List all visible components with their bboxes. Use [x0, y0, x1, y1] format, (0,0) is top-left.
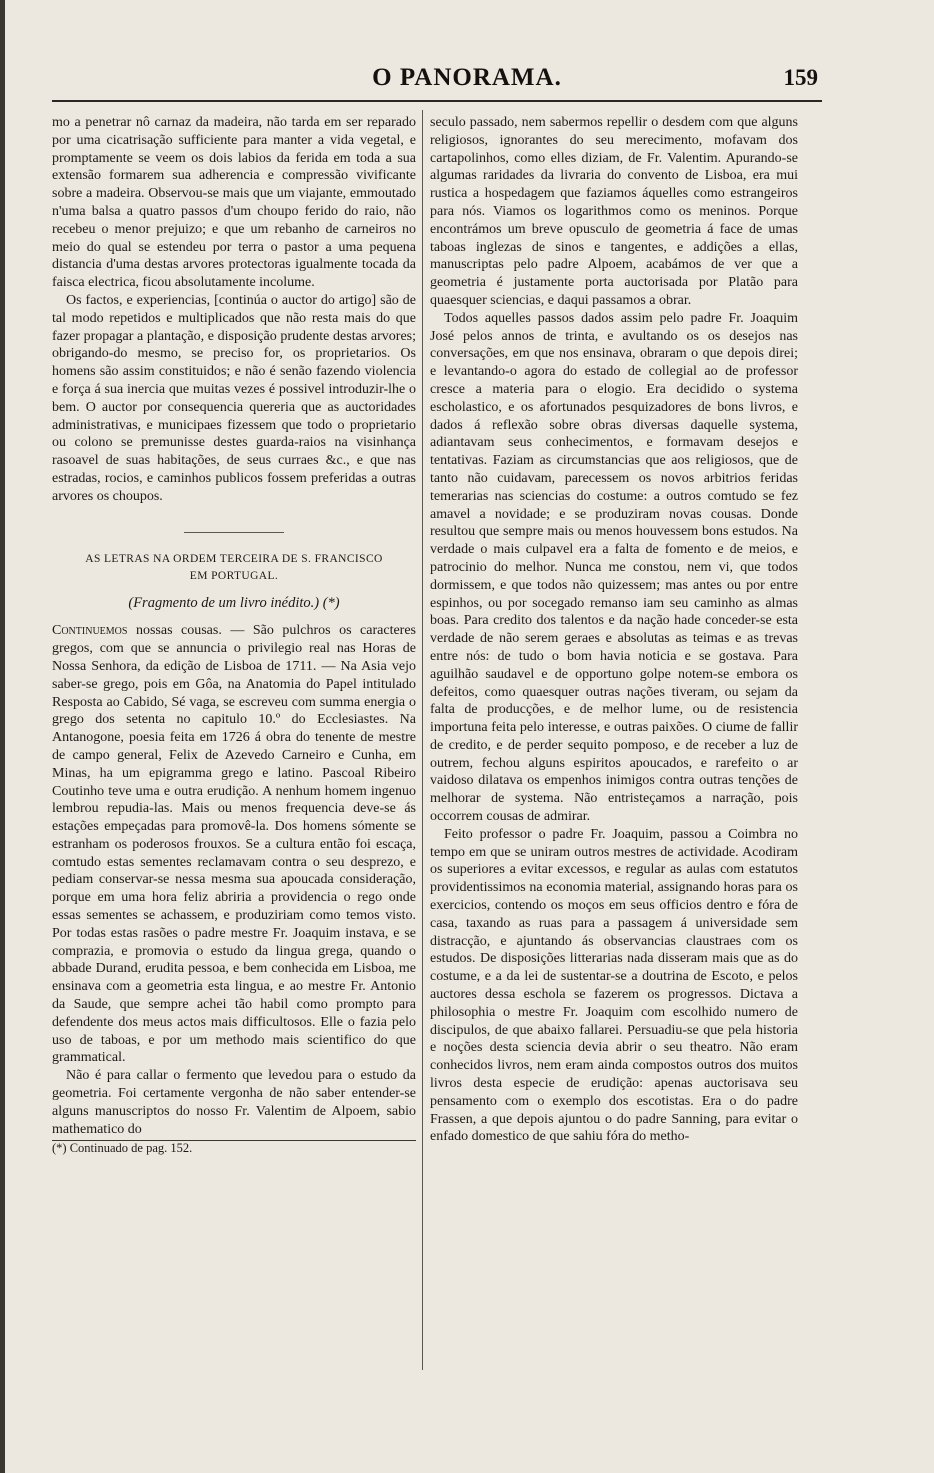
section-separator [184, 532, 284, 533]
paragraph [52, 622, 416, 1067]
paragraph: mo a penetrar nô carnaz da madeira, não tarda em ser reparado por uma cicatrisação sufficiente para manter a vida vegetal, e promptamente se veem os dois labios da ferida em toda a sua extensão formarem sua adherencia e compressão vivificante sobre a madeira. Observou-se mais que um viajante, emmoutado n'uma balsa a quatro passos d'um choupo ferido do raio, não recebeu o menor prejuizo; e que um rebanho de carneiros no meio do qual se estendeu por terra o pastor a uma pequena distancia d'uma destas arvores protectoras igualmente tocada da faisca electrica, ficou absolutamente incolume. [52, 115, 416, 291]
opening-word: Continuemos [52, 623, 128, 639]
paragraph: Todos aquelles passos dados assim pelo padre Fr. Joaquim José pelos annos de trinta, e avultando os os desejos nas conversações, em que nos ensinava, obraram o que depois direi; e levantando-o agora do estado de collegial ao de professor cresce a materia para o elogio. Era decidido o systema escholastico, e os afortunados pesquizadores de bons livros, e dados á reflexão sobre obras diversas daquelle systema, adiantavam seus conhecimentos, e formavam desejos e tentativas. Faziam as circumstancias que aos religiosos, que de tanto não cuidavam, parecessem os novos arbitrios feridas temerarias nas sciencias do costume: a outros comtudo se fez amavel a novidade; e se produziram novas cousas. Donde resultou que sempre mais ou menos houvessem bons estudos. Na verdade o mais culpavel era a falta de fomento e de meios, e patrocinio do melhor. Nunca me constou, nem vi, que todos dormissem, e que todos não quizessem; mas antes ou por entre espinhos, ou por socegado remanso iam seu caminho as almas boas. Para credito dos talentos e da nação hade conceder-se esta verdade de não serem geraes e absolutas as teimas e as trevas entre nós: de tudo o bom havia noticia e se gostava. Para aguilhão saudavel e de opportuno golpe notem-se embora os defeitos, como quaesquer outras nações tiveram, ou sejam da falta de producções, e de melhor lume, ou de resistencia importuna feita pelo interesse, e outras paixões. O ciume de fallir de credito, e de perder sequito pomposo, e de receber a luz de outrem, fechou alguns espiritos apoucados, e rarefeito o ar vaidoso dilatava os empenhos inimigos contra outras tenções de melhorar de systema. Não entristeçamos a narração, pois occorrem cousas de admirar. [430, 310, 798, 825]
section-heading-line: AS LETRAS NA ORDEM TERCEIRA DE S. FRANCISCO [85, 552, 383, 565]
paragraph: seculo passado, nem sabermos repellir o desdem com que alguns religiosos, ignorantes do seu merecimento, mofavam dos cartapolinhos, como elles diziam, de Fr. Valentim. Apurando-se algumas raridades da livraria do convento de Lisboa, era mui rustica a hospedagem que faziamos áquelles como estrangeiros para nós. Viamos os logarithmos como os meninos. Porque encontrámos um breve opusculo de geometria á face de umas taboas inglezas de sinos e tangentes, e addições a ellas, manuscriptas pelo padre Alpoem, acabámos de ver que a geometria é justamente porta auctorisada por Platão para quaesquer sciencias, e daqui passamos a obrar. [430, 115, 798, 308]
page-number: 159 [783, 65, 818, 90]
paragraph-text: nossas cousas. — São pulchros os caracteres gregos, com que se annuncia o privilegio real nas Horas de Nossa Senhora, da edição de Lisboa de 1711. — Na Asia vejo saber-se grego, pois em Gôa, na Anatomia do Papel intitulado Resposta ao Cabido, Sé vaga, se escreveu com summa energia o grego dos setenta no capitulo 10.º do Ecclesiastes. Na Antanogone, poesia feita em 1726 á obra do tenente de mestre de campo general, Felix de Azevedo Carneiro e Cunha, em Minas, ha um epigramma grego e latino. Pascoal Ribeiro Coutinho teve uma e outra erudição. A nenhum homem ingenuo lembrou repudia-las. Mais ou menos frequencia deve-se ás estações empeçadas para promovê-la. Dos homens sómente se estranham os poderosos frouxos. Se a cultura então foi escaça, comtudo estas sementes reclamavam contra o seu desprezo, e pediam conservar-se nessa mesma sua apoucada consideração, porque em uma hora feliz abriria a providencia o rego onde essas sementes se achassem, e produziriam como temos visto. Por todas estas rasões o padre mestre Fr. Joaquim instava, e se comprazia, e promovia o estudo da lingua grega, quando o abbade Durand, erudita pessoa, e bem conhecida em Lisboa, me ensinava com a geometria esta lingua, e ao mestre Fr. Antonio da Saude, que sempre achei tão habil como prompto para defendente dos meus actos mais difficultosos. Elle o fazia pelo uso de taboas, e por um methodo mais scientifico do que grammatical. [52, 623, 416, 1066]
footnote: (*) Continuado de pag. 152. [52, 1141, 193, 1156]
left-column [52, 114, 416, 1384]
paragraph: Não é para callar o fermento que levedou para o estudo da geometria. Foi certamente vergonha de não saber entender-se alguns manuscriptos do nosso Fr. Valentim de Alpoem, sabio mathematico do [52, 1068, 416, 1137]
journal-title: O PANORAMA. [372, 64, 562, 91]
section-subtitle: (Fragmento de um livro inédito.) (*) [128, 594, 340, 611]
paragraph: Os factos, e experiencias, [continúa o auctor do artigo] são de tal modo repetidos e multiplicados que não resta mais do que fazer propagar a plantação, e disposição prudente destas arvores; obrigando-do mesmo, se preciso for, os proprietarios. Os homens são assim constituidos; e não é senão fazendo violencia e força á sua inercia que muitas vezes é possivel introduzir-lhe o bem. O auctor por consequencia quereria que as auctoridades administrativas, e municipaes fizessem que todo o proprietario ou colono se premunisse destes guarda-raios na visinhança rasoavel de suas habitações, de seus curraes &c., e que nas estradas, rocios, e caminhos publicos fossem preferidas a outras arvores os choupos. [52, 292, 416, 504]
page-binding-edge [0, 0, 5, 1473]
column-divider [422, 110, 423, 1370]
header-rule [52, 100, 822, 102]
section-heading [52, 551, 416, 585]
page-header [0, 64, 934, 104]
paragraph: Feito professor o padre Fr. Joaquim, passou a Coimbra no tempo em que se uniram outros mestres de actividade. Acodiram os superiores a evitar excessos, e regular as aulas com estatutos providentissimos na economia material, assignando horas para os exercicios, contendo os moços em seus officios dentro e fóra de casa, taxando as ruas para a passagem á universidade sem distracção, e ajuntando ás observancias claustraes com os estudos. De disposições litterarias nada disseram mais que as do costume, e a da lei de sustentar-se a doutrina de Escoto, e pelos auctores dessa eschola se fazerem os progressos. Dictava a philosophia o mestre Fr. Joaquim com escolhido numero de discipulos, de que abaixo fallarei. Persuadiu-se que pela historia e noções desta sciencia devia abrir o seu theatro. Não eram conhecidos livros, nem eram ainda compostos outros dos muitos livros desta especie de erudição: apenas auctorisava seu pensamento com o exemplo dos escotistas. Era o do padre Frassen, a que depois ajuntou o do padre Sanning, para evitar o enfado domestico de que sahiu fóra do metho- [430, 826, 798, 1145]
section-heading-line: EM PORTUGAL. [189, 569, 279, 582]
right-column [430, 114, 798, 1384]
